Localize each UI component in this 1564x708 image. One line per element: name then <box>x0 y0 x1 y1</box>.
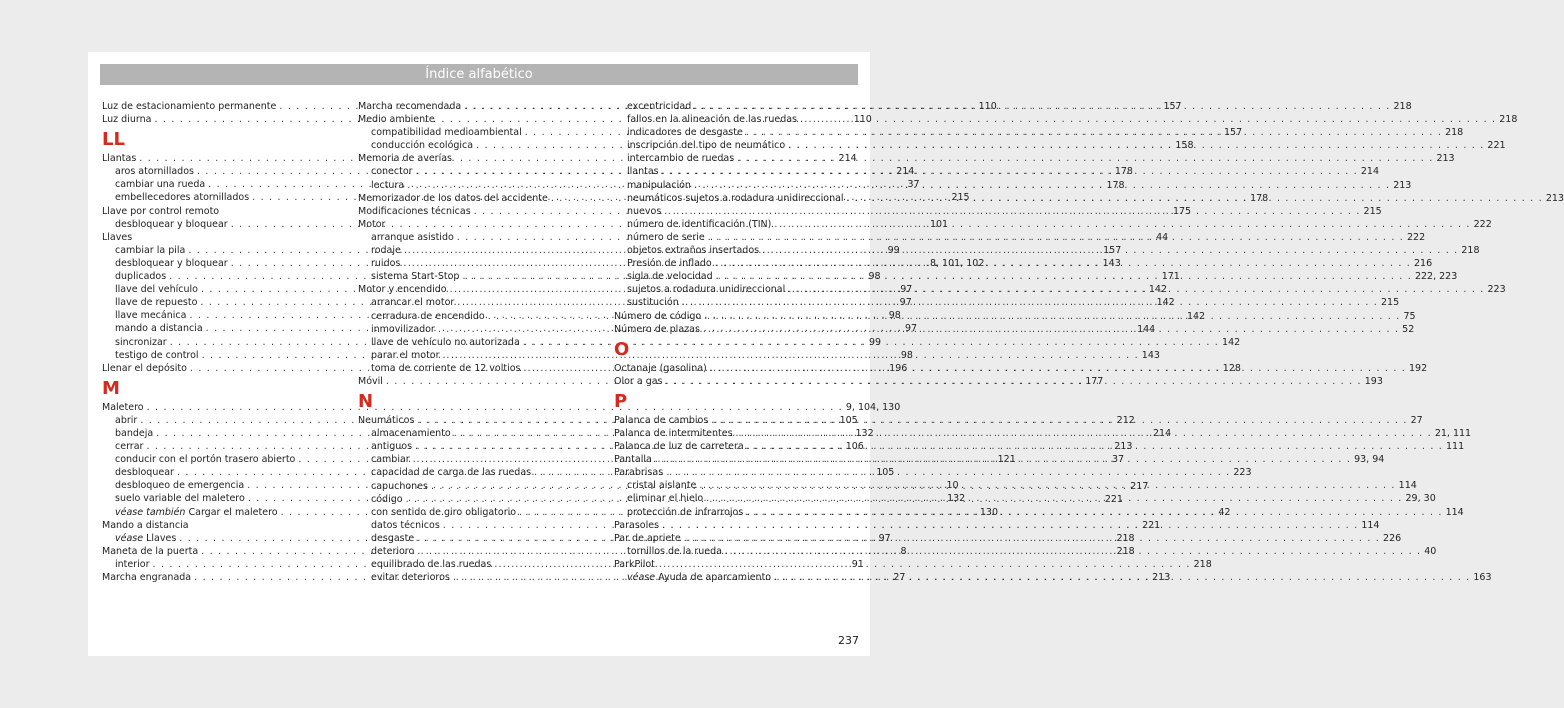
dot-leader <box>701 310 1403 323</box>
dot-leader <box>743 506 1445 519</box>
entry-label: conector <box>371 166 413 178</box>
entry-label: Llenar el depósito <box>102 362 187 374</box>
page-reference: 40 <box>1424 545 1437 557</box>
page-reference: 121 <box>997 454 1016 466</box>
entry-label: compatibilidad medioambiental <box>371 127 522 139</box>
entry-label: interior <box>115 558 150 570</box>
page-reference: 106 <box>845 441 864 453</box>
entry-label: capuchones <box>371 480 428 492</box>
entry-label: llave del vehículo <box>115 284 198 296</box>
index-heading: Memoria de averías <box>358 153 452 165</box>
page-reference: 178 <box>1106 179 1125 191</box>
page-reference: 215 <box>951 192 970 204</box>
page-reference: 171 <box>1161 271 1180 283</box>
dot-leader <box>713 270 1415 283</box>
entry-label: sistema Start-Stop <box>371 271 460 283</box>
page-reference: 217 <box>1130 480 1149 492</box>
entry-label: parar el motor <box>371 349 440 361</box>
page-reference: 223 <box>1487 284 1506 296</box>
section-letter: LL <box>102 129 125 151</box>
page-reference: 223 <box>1233 467 1252 479</box>
page-reference: 218 <box>1461 245 1480 257</box>
page-reference: 213 <box>1114 441 1133 453</box>
dot-leader <box>785 283 1487 296</box>
entry-label: Maletero <box>102 401 144 413</box>
page-reference: 114 <box>1445 506 1464 518</box>
entry-label: toma de corriente de 12 voltios <box>371 362 521 374</box>
entry-label: cambiar una rueda <box>115 179 206 191</box>
dot-leader <box>733 427 1435 440</box>
section-letter: O <box>614 338 630 360</box>
entry-label: Luz diurna <box>102 114 152 126</box>
entry-label: Llantas <box>102 153 137 165</box>
entry-label: eliminar el hielo <box>627 493 704 505</box>
page-reference: 111 <box>1446 441 1465 453</box>
page-reference: 105 <box>839 414 858 426</box>
page-reference: 215 <box>1363 205 1382 217</box>
page-reference: 27 <box>1410 414 1423 426</box>
entry-label: aros atornillados <box>115 166 194 178</box>
page-reference: 163 <box>1473 572 1492 583</box>
index-heading: Llave por control remoto <box>102 205 220 217</box>
page-reference: 75 <box>1403 310 1416 322</box>
dot-leader <box>703 492 1405 505</box>
entry-label: manipulación <box>627 179 691 191</box>
page-reference: 44 <box>1156 231 1169 243</box>
entry-label: Número de código <box>614 310 702 322</box>
dot-leader <box>771 571 1473 584</box>
entry-label <box>627 571 771 584</box>
entry-label: suelo variable del maletero <box>115 493 245 505</box>
cross-reference-label: véase <box>115 532 144 544</box>
entry-label: llave de vehículo no autorizada <box>371 336 520 348</box>
page-reference: 98 <box>888 310 901 322</box>
entry-label: Palanca de intermitentes <box>614 427 733 439</box>
page-reference: 97 <box>878 532 891 544</box>
entry-label: Palanca de luz de carretera <box>614 441 744 453</box>
page-reference: 132 <box>855 427 874 439</box>
entry-label: protección de infrarrojos <box>627 506 744 518</box>
entry-label: Maneta de la puerta <box>102 545 199 557</box>
entry-label: cerrar <box>115 441 144 453</box>
page-reference: 97 <box>900 284 913 296</box>
entry-label: neumáticos sujetos a rodadura unidireccional <box>627 192 844 204</box>
entry-label: conducción ecológica <box>371 140 474 152</box>
page-reference: 193 <box>1364 375 1383 387</box>
entry-label: Luz de estacionamiento permanente <box>102 101 277 112</box>
page-reference: 216 <box>1414 258 1433 270</box>
entry-label: Par de apriete <box>614 532 681 544</box>
page-reference: 177 <box>1085 375 1104 387</box>
entry-label: desgaste <box>371 532 415 544</box>
entry-label: llantas <box>627 166 659 178</box>
entry-label: Octanaje (gasolina) <box>614 362 707 374</box>
page-reference: 158 <box>1175 140 1194 152</box>
dot-leader <box>844 192 1546 205</box>
entry-label: deterioro <box>371 546 415 557</box>
page-reference: 37 <box>1111 454 1125 466</box>
page-reference: 97 <box>899 297 912 309</box>
entry-label: Número de plazas <box>614 323 700 335</box>
page-reference: 93, 94 <box>1354 454 1385 466</box>
page-reference: 110 <box>853 114 872 126</box>
dot-leader <box>785 139 1487 152</box>
entry-label: Neumáticos <box>358 415 415 427</box>
page-reference: 214 <box>1360 166 1380 178</box>
page-reference: 157 <box>1163 101 1182 112</box>
entry-label: Olor a gas <box>614 375 663 387</box>
entry-label: conducir con el portón trasero abierto <box>115 454 296 466</box>
dot-leader <box>743 126 1445 139</box>
dot-leader <box>771 218 1473 231</box>
entry-label: Presión de inflado <box>627 258 712 270</box>
page-reference: 142 <box>1156 297 1175 309</box>
page-reference: 221 <box>1104 493 1123 505</box>
entry-label: duplicados <box>115 271 167 283</box>
page-reference: 222 <box>1407 231 1426 243</box>
entry-label: desbloquear <box>115 467 174 479</box>
index-heading: Medio ambiente <box>358 114 435 126</box>
page-reference: 178 <box>1114 166 1133 178</box>
dot-leader <box>712 257 1414 270</box>
page-reference: 144 <box>1137 323 1156 335</box>
entry-label: lectura <box>371 179 405 191</box>
page-reference: 218 <box>1193 559 1212 571</box>
entry-label: intercambio de ruedas <box>627 153 735 165</box>
entry-label: nuevos <box>627 205 662 217</box>
page-reference: 143 <box>1141 349 1160 361</box>
page-reference: 215 <box>1381 297 1400 309</box>
section-letter: N <box>358 391 374 413</box>
page-reference: 130 <box>979 506 999 518</box>
entry-label: tornillos de la rueda <box>627 545 722 557</box>
dot-leader <box>661 205 1363 218</box>
page-reference: 99 <box>887 244 900 256</box>
page-reference: 218 <box>1116 532 1135 544</box>
page-reference: 142 <box>1186 310 1206 322</box>
page-reference: 178 <box>1250 192 1269 204</box>
page-reference: 175 <box>1172 205 1192 217</box>
page-reference: 142 <box>1148 284 1167 296</box>
page-reference: 105 <box>876 467 895 479</box>
entry-label: Marcha engranada <box>102 572 192 583</box>
page-reference: 192 <box>1409 362 1428 374</box>
section-letter: P <box>614 390 628 412</box>
entry-label: Memorizador de los datos del accidente <box>358 192 548 204</box>
page-reference: 213 <box>1436 153 1455 165</box>
entry-label <box>115 506 278 519</box>
entry-label: Palanca de cambios <box>614 414 709 426</box>
entry-label: sujetos a rodadura unidireccional <box>627 284 786 296</box>
index-heading: Motor <box>358 218 386 230</box>
entry-label: datos técnicos <box>371 519 440 531</box>
page-reference: 91 <box>851 558 864 570</box>
index-heading: ParkPilot <box>614 558 655 570</box>
page-reference: 98 <box>868 271 881 283</box>
page-reference: 9, 104, 130 <box>845 401 901 413</box>
entry-label: número de serie <box>627 231 705 243</box>
dot-leader <box>663 375 1365 388</box>
entry-label: llave mecánica <box>115 310 187 322</box>
page-reference: 110 <box>978 101 997 112</box>
dot-leader <box>797 113 1499 126</box>
page-reference: 142 <box>1222 336 1241 348</box>
page-reference: 97 <box>904 323 918 335</box>
entry-label: número de identificación (TIN) <box>627 218 772 230</box>
entry-label: testigo de control <box>115 349 199 361</box>
section-letter: M <box>102 377 120 399</box>
entry-label: excentricidad <box>627 101 692 112</box>
page-reference: 157 <box>1103 245 1122 257</box>
dot-leader <box>659 519 1361 532</box>
index-heading: Parabrisas <box>614 467 664 479</box>
dot-leader <box>722 545 1424 558</box>
page-reference: 214 <box>838 153 857 165</box>
page-reference: 214 <box>896 166 915 178</box>
index-entry <box>102 401 901 414</box>
page-reference: 222 <box>1473 218 1492 230</box>
entry-label: embellecedores atornillados <box>115 192 250 204</box>
dot-leader <box>705 231 1407 244</box>
entry-label: almacenamiento <box>371 428 451 440</box>
cross-reference-label: véase también <box>115 506 186 518</box>
dot-leader <box>681 532 1383 545</box>
page-title: Índice alfabético <box>100 64 858 85</box>
entry-label <box>115 532 176 545</box>
page-reference: 98 <box>900 349 913 361</box>
entry-label: evitar deterioros <box>371 572 450 584</box>
dot-leader <box>659 165 1361 178</box>
cross-reference-target: Llaves <box>146 532 177 544</box>
page-reference: 213 <box>1152 572 1171 584</box>
entry-label: inmovilizador <box>371 323 435 335</box>
entry-label: cerradura de encendido <box>371 310 485 322</box>
entry-label: Parasoles <box>614 519 660 531</box>
entry-label: desbloqueo de emergencia <box>115 480 245 492</box>
dot-leader <box>679 296 1381 309</box>
entry-label: Modificaciones técnicas <box>358 205 471 217</box>
entry-label: Pantalla <box>614 454 652 466</box>
page-reference: 218 <box>1116 546 1135 557</box>
page-reference: 37 <box>907 179 920 191</box>
entry-label: ruidos <box>371 258 401 270</box>
entry-label: Marcha recomendada <box>358 101 462 112</box>
page-reference: 128 <box>1222 362 1241 374</box>
dot-leader <box>759 244 1461 257</box>
page-reference: 21, 111 <box>1434 427 1472 439</box>
entry-label: cambiar la pila <box>115 244 186 256</box>
entry-label: antiguos <box>371 441 413 453</box>
page-reference: 222, 223 <box>1414 271 1458 283</box>
entry-label: desbloquear y bloquear <box>115 257 228 269</box>
entry-label: bandeja <box>115 427 154 439</box>
entry-label: cristal aislante <box>627 480 697 492</box>
dot-leader <box>707 362 1409 375</box>
page-reference: 52 <box>1402 323 1415 335</box>
entry-label: con sentido de giro obligatorio <box>371 506 517 518</box>
page-reference: 226 <box>1383 532 1402 544</box>
page-number: 237 <box>838 634 859 647</box>
dot-leader <box>691 100 1393 113</box>
index-heading: Llaves <box>102 231 133 243</box>
entry-label: llave de repuesto <box>115 297 198 309</box>
page-reference: 196 <box>889 362 908 374</box>
entry-label: capacidad de carga de las ruedas <box>371 467 532 479</box>
entry-label: cambiar <box>371 454 410 466</box>
entry-label: fallos en la alineación de las ruedas <box>627 114 797 126</box>
dot-leader <box>744 440 1446 453</box>
dot-leader <box>708 414 1410 427</box>
cross-reference-label: véase <box>627 572 656 583</box>
cross-reference-target: Cargar el maletero <box>188 506 278 518</box>
entry-label: arranque asistido <box>371 231 454 243</box>
page-reference: 29, 30 <box>1405 493 1436 505</box>
page-reference: 218 <box>1393 101 1412 112</box>
entry-label: equilibrado de las ruedas <box>371 559 492 571</box>
page-reference: 8, 101, 102 <box>929 257 985 269</box>
page-reference: 99 <box>868 336 882 348</box>
page-reference: 214 <box>1153 428 1172 440</box>
entry-label: arrancar el motor <box>371 297 455 309</box>
entry-label: inscripción del tipo de neumático <box>627 140 786 152</box>
page-reference: 132 <box>947 493 966 505</box>
page-reference: 10 <box>946 480 959 492</box>
page-reference: 143 <box>1102 258 1121 270</box>
entry-label: objetos extraños insertados <box>627 245 760 257</box>
entry-label: sigla de velocidad <box>627 271 713 283</box>
index-heading: Mando a distancia <box>102 519 189 531</box>
entry-label: mando a distancia <box>115 323 203 335</box>
page-reference: 114 <box>1398 480 1417 492</box>
page-reference: 42 <box>1218 506 1231 518</box>
page-reference: 212 <box>1116 415 1135 427</box>
entry-label: sincronizar <box>115 336 167 348</box>
page-reference: 218 <box>1499 114 1518 126</box>
page-reference: 157 <box>1224 127 1243 139</box>
entry-label: rodaje <box>371 245 401 257</box>
page-reference: 27 <box>893 572 906 583</box>
entry-label: Móvil <box>358 375 383 387</box>
dot-leader <box>691 179 1393 192</box>
page-reference: 114 <box>1361 519 1380 531</box>
page-reference: 221 <box>1142 519 1161 531</box>
entry-label: abrir <box>115 414 138 426</box>
page-reference: 218 <box>1445 127 1464 139</box>
page-reference: 213 <box>1393 179 1412 191</box>
cross-reference-target: Ayuda de aparcamiento <box>658 572 772 583</box>
dot-leader <box>700 323 1402 336</box>
dot-leader <box>734 152 1436 165</box>
dot-leader <box>696 479 1398 492</box>
entry-label: indicadores de desgaste <box>627 127 743 139</box>
index-subentry <box>614 152 1455 165</box>
page-reference: 101 <box>929 218 949 230</box>
entry-label: código <box>371 493 403 505</box>
entry-label: Motor y encendido <box>358 284 447 296</box>
entry-label: desbloquear y bloquear <box>115 218 228 230</box>
page-reference: 221 <box>1487 140 1506 152</box>
page-reference: 8 <box>900 545 907 557</box>
entry-label: sustitución <box>627 297 679 309</box>
page-reference: 213 <box>1545 192 1564 204</box>
dot-leader <box>652 453 1354 466</box>
